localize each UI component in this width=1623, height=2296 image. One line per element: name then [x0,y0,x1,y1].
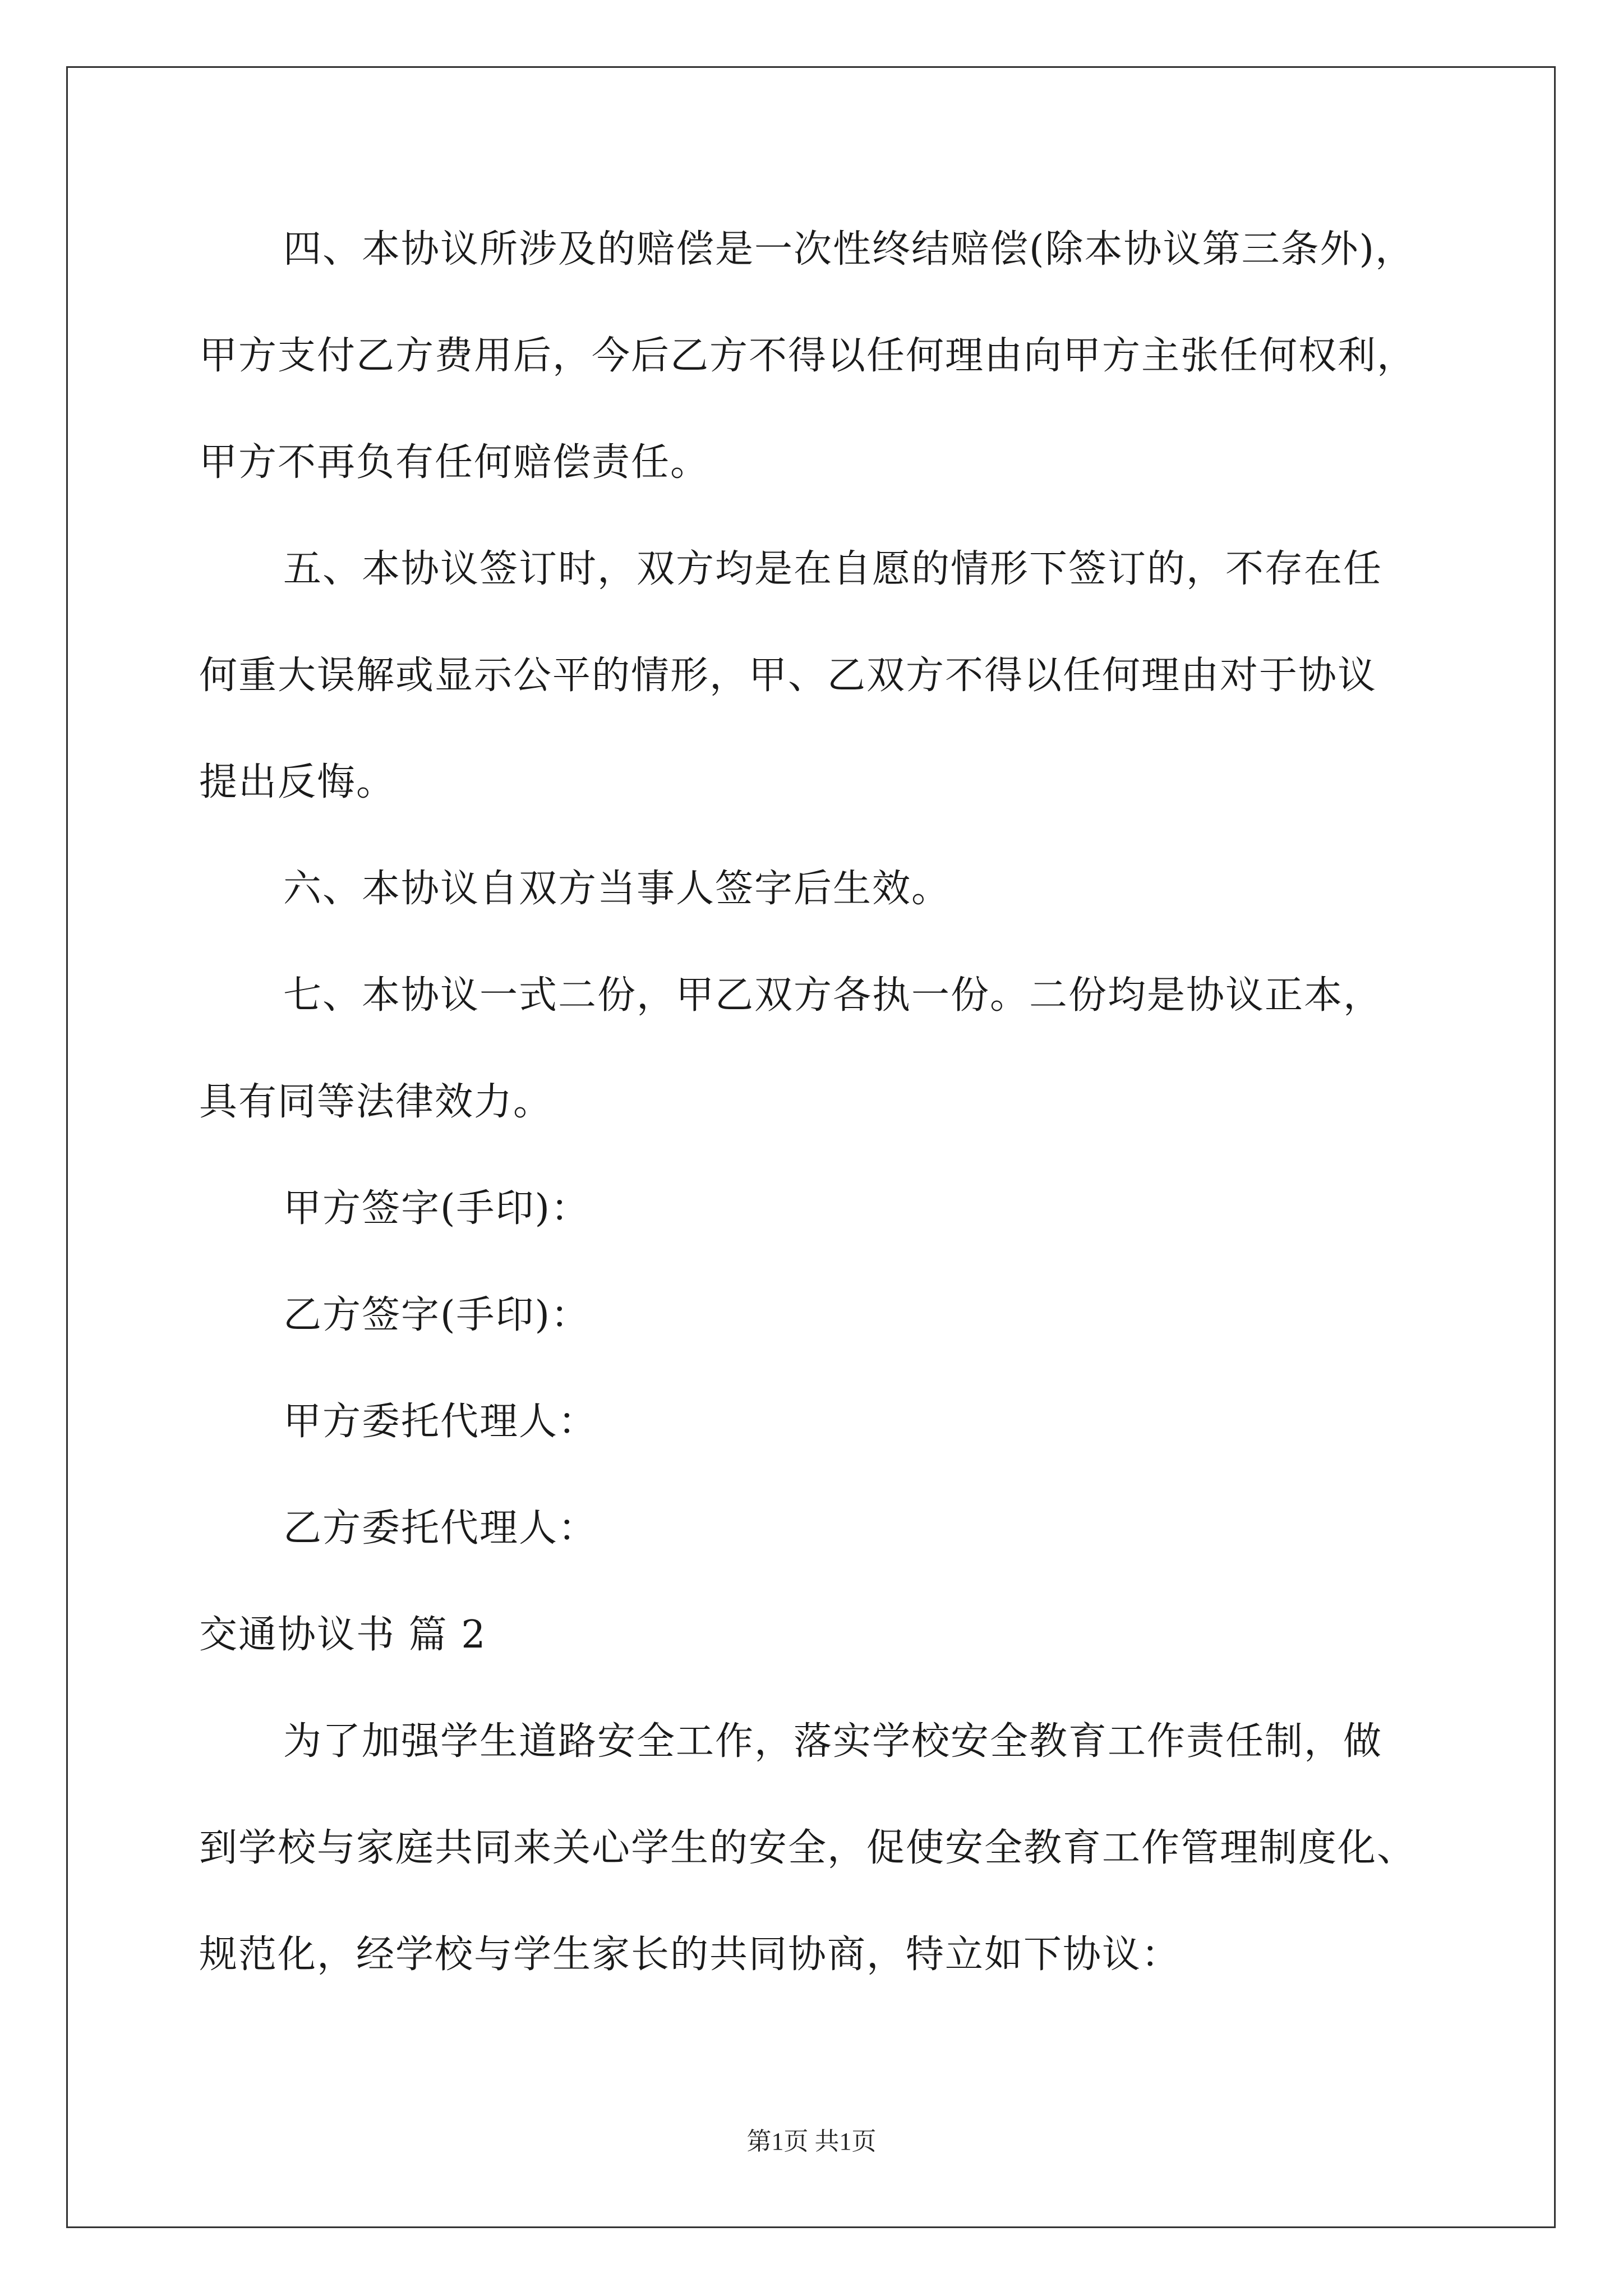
party-a-agent: 甲方委托代理人： [283,1400,598,1444]
clause-5-line-3: 提出反悔。 [199,760,396,804]
clause-7-line-1: 七、本协议一式二份，甲乙双方各执一份。二份均是协议正本， [283,973,1383,1018]
party-b-signature: 乙方签字(手印)： [283,1293,591,1337]
section-heading: 交通协议书 篇 2 [199,1613,487,1657]
clause-6-line-1: 六、本协议自双方当事人签字后生效。 [283,867,951,911]
clause-4-line-3: 甲方不再负有任何赔偿责任。 [199,440,710,485]
intro-line-1: 为了加强学生道路安全工作，落实学校安全教育工作责任制，做 [283,1719,1383,1764]
intro-line-3: 规范化，经学校与学生家长的共同协商，特立如下协议： [199,1932,1181,1977]
clause-7-line-2: 具有同等法律效力。 [199,1080,553,1124]
clause-5-line-1: 五、本协议签订时，双方均是在自愿的情形下签订的，不存在任 [283,547,1383,591]
clause-4-line-2: 甲方支付乙方费用后，今后乙方不得以任何理由向甲方主张任何权利， [199,334,1417,378]
party-a-signature: 甲方签字(手印)： [283,1186,591,1231]
clause-5-line-2: 何重大误解或显示公平的情形，甲、乙双方不得以任何理由对于协议 [199,654,1377,698]
page-footer: 第1页 共1页 [746,2128,877,2155]
intro-line-2: 到学校与家庭共同来关心学生的安全，促使安全教育工作管理制度化、 [199,1826,1417,1870]
page-border [66,66,1556,2228]
clause-4-line-1: 四、本协议所涉及的赔偿是一次性终结赔偿(除本协议第三条外)， [283,227,1415,272]
party-b-agent: 乙方委托代理人： [283,1506,598,1550]
